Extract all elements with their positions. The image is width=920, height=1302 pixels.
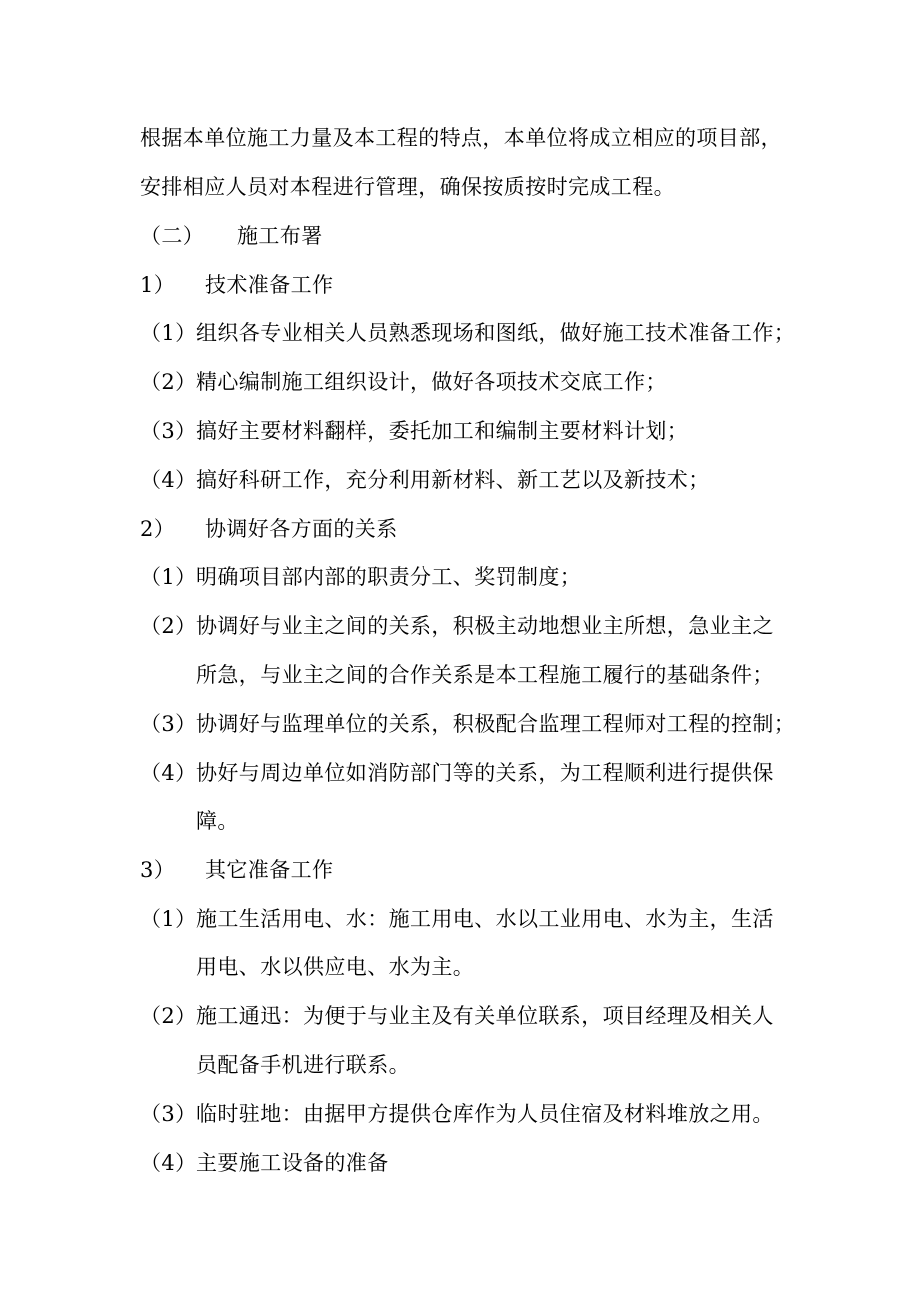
list-item-text: 用电、水以供应电、水为主。: [196, 955, 475, 979]
list-item-marker: （2）: [140, 370, 197, 394]
intro-text-2: 安排相应人员对本程进行管理，确保按质按时完成工程。: [140, 175, 675, 199]
subsection-title: 技术准备工作: [205, 273, 334, 297]
list-item-text: 协调好与业主之间的关系，积极主动地想业主所想，急业主之: [196, 614, 774, 638]
subsection-marker: 2）: [140, 517, 176, 541]
list-item-text: 协好与周边单位如消防部门等的关系，为工程顺利进行提供保: [196, 761, 774, 785]
list-item-text: 明确项目部内部的职责分工、奖罚制度；: [196, 565, 582, 589]
intro-text-1: 根据本单位施工力量及本工程的特点，本单位将成立相应的项目部，: [140, 126, 782, 150]
subsection-title: 其它准备工作: [205, 858, 334, 882]
subsection-title: 协调好各方面的关系: [205, 517, 398, 541]
list-item-text: 施工生活用电、水：施工用电、水以工业用电、水为主，生活: [196, 907, 774, 931]
subsection-marker: 3）: [140, 858, 176, 882]
list-item-marker: （3）: [140, 712, 197, 736]
list-item-marker: （2）: [140, 614, 197, 638]
list-item-text: 所急，与业主之间的合作关系是本工程施工履行的基础条件；: [196, 663, 774, 687]
list-item-text: 障。: [196, 809, 239, 833]
list-item-marker: （4）: [140, 468, 197, 492]
list-item-marker: （1）: [140, 565, 197, 589]
list-item-text: 搞好主要材料翻样，委托加工和编制主要材料计划；: [196, 419, 689, 443]
list-item-text: 施工通迅：为便于与业主及有关单位联系，项目经理及相关人: [196, 1004, 774, 1028]
list-item-marker: （3）: [140, 1102, 197, 1126]
list-item-text: 协调好与监理单位的关系，积极配合监理工程师对工程的控制；: [196, 712, 796, 736]
list-item-text: 搞好科研工作，充分利用新材料、新工艺以及新技术；: [196, 468, 710, 492]
list-item-text: 临时驻地：由据甲方提供仓库作为人员住宿及材料堆放之用。: [196, 1102, 774, 1126]
list-item-marker: （1）: [140, 321, 197, 345]
list-item-marker: （4）: [140, 761, 197, 785]
list-item-marker: （4）: [140, 1151, 197, 1175]
list-item-text: 主要施工设备的准备: [196, 1151, 389, 1175]
list-item-text: 员配备手机进行联系。: [196, 1053, 410, 1077]
section-marker: （二）: [140, 224, 205, 248]
list-item-marker: （3）: [140, 419, 197, 443]
list-item-marker: （2）: [140, 1004, 197, 1028]
list-item-marker: （1）: [140, 907, 197, 931]
list-item-text: 精心编制施工组织设计，做好各项技术交底工作；: [196, 370, 667, 394]
list-item-text: 组织各专业相关人员熟悉现场和图纸，做好施工技术准备工作；: [196, 321, 796, 345]
subsection-marker: 1）: [140, 273, 176, 297]
section-title: 施工布署: [237, 224, 323, 248]
